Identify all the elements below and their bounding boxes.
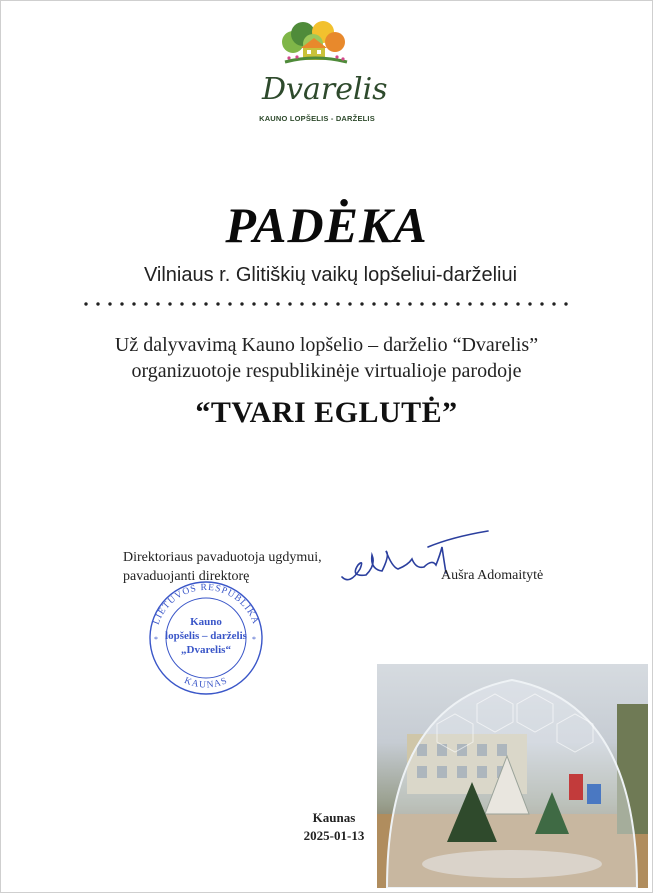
stamp-inner-line-1: Kauno bbox=[190, 616, 222, 628]
date-text: 2025-01-13 bbox=[303, 828, 365, 843]
body-text-line-1: Už dalyvavimą Kauno lopšelio – darželio “Dvarelis” bbox=[114, 334, 539, 356]
exhibition-title: “TVARI EGLUTĖ” bbox=[195, 396, 458, 429]
place-and-date bbox=[294, 809, 374, 845]
svg-text:*: * bbox=[252, 635, 256, 644]
stamp-outer-top-text: LIETUVOS RESPUBLIKA bbox=[151, 582, 261, 627]
signatory-name: Aušra Adomaitytė bbox=[441, 568, 544, 583]
dotted-divider bbox=[80, 300, 574, 308]
official-stamp bbox=[138, 578, 274, 696]
stamp-inner-line-3: „Dvarelis“ bbox=[181, 644, 231, 656]
svg-text:*: * bbox=[154, 635, 158, 644]
logo-subtitle: KAUNO LOPŠELIS - DARŽELIS bbox=[259, 114, 375, 123]
globe-with-christmas-trees-photo-icon bbox=[377, 664, 648, 888]
signatory-role-line-1: Direktoriaus pavaduotoja ugdymui, bbox=[123, 550, 322, 565]
recipient-name: Vilniaus r. Glitiškių vaikų lopšeliui-darželiui bbox=[143, 264, 518, 286]
handwritten-signature bbox=[332, 525, 492, 595]
stamp-inner-line-2: lopšelis – darželis bbox=[165, 630, 247, 642]
logo-wordmark: Dvarelis bbox=[262, 72, 388, 107]
exhibit-photo bbox=[377, 664, 648, 888]
city-text: Kaunas bbox=[312, 810, 356, 825]
signatory-role-line-2: pavaduojanti direktorę bbox=[123, 569, 250, 584]
body-text-line-2: organizuotoje respublikinėje virtualioje parodoje bbox=[131, 360, 522, 382]
stamp-outer-bottom-text: KAUNAS bbox=[182, 675, 230, 691]
certificate-title: PADĖKA bbox=[225, 197, 428, 253]
